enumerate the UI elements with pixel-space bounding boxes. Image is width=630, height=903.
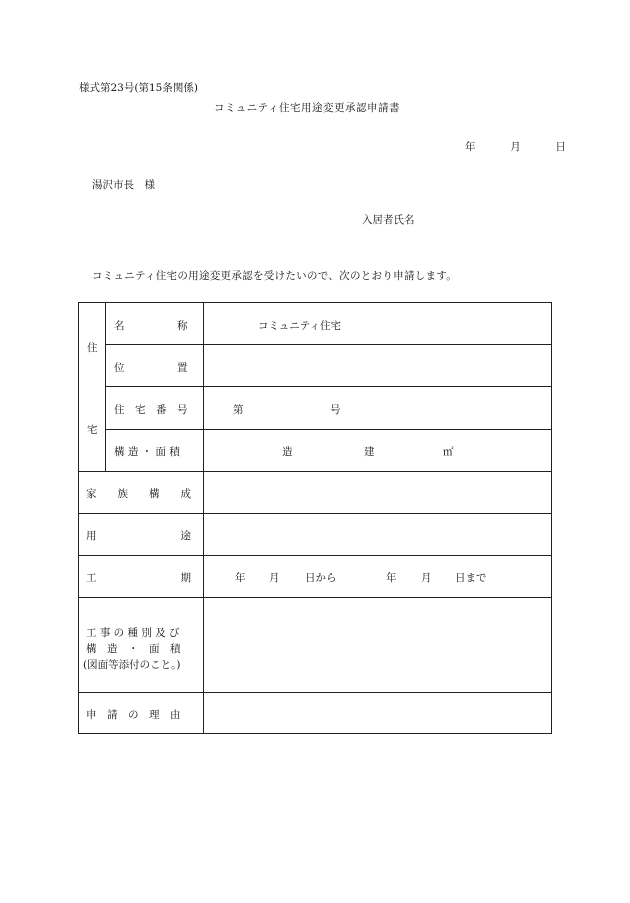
name-value: コミュニティ住宅	[258, 320, 341, 332]
form-number: 様式第23号(第15条関係)	[79, 82, 198, 94]
family-label: 家 族 構 成	[86, 488, 191, 500]
structure-area-label: 構 造 ・ 面 積	[114, 446, 180, 458]
date-year-label: 年	[465, 141, 476, 153]
work-type-label-line3: (図面等添付のこと。)	[83, 659, 181, 671]
group-label-top: 住	[87, 342, 98, 354]
house-number-prefix: 第	[233, 404, 244, 416]
period-end-day: 日まで	[455, 572, 487, 584]
intro-text: コミュニティ住宅の用途変更承認を受けたいので、次のとおり申請します。	[92, 270, 458, 282]
period-label: 工 期	[86, 572, 191, 584]
work-type-label-line1: 工 事 の 種 別 及 び	[86, 627, 180, 639]
house-number-label: 住 宅 番 号	[114, 404, 188, 416]
applicant-name-label: 入居者氏名	[362, 214, 415, 226]
application-form-table	[78, 302, 552, 734]
area-unit: ㎡	[443, 446, 454, 458]
house-number-suffix: 号	[330, 404, 341, 416]
use-label: 用 途	[86, 530, 191, 542]
name-label: 名 称	[114, 320, 188, 332]
date-month-label: 月	[510, 141, 521, 153]
page-title: コミュニティ住宅用途変更承認申請書	[214, 102, 400, 114]
building-label: 建	[364, 446, 375, 458]
structure-suffix: 造	[282, 446, 293, 458]
period-start-year: 年	[235, 572, 246, 584]
date-line	[465, 139, 566, 154]
period-start-day: 日から	[305, 572, 337, 584]
period-end-month: 月	[421, 572, 432, 584]
date-day-label: 日	[555, 141, 566, 153]
addressee: 湯沢市長 様	[92, 179, 155, 191]
work-type-label-line2: 構 造 ・ 面 積	[86, 643, 181, 655]
reason-label: 申 請 の 理 由	[86, 709, 181, 721]
period-start-month: 月	[269, 572, 280, 584]
period-end-year: 年	[386, 572, 397, 584]
group-label-bottom: 宅	[87, 424, 98, 436]
location-label: 位 置	[114, 362, 188, 374]
